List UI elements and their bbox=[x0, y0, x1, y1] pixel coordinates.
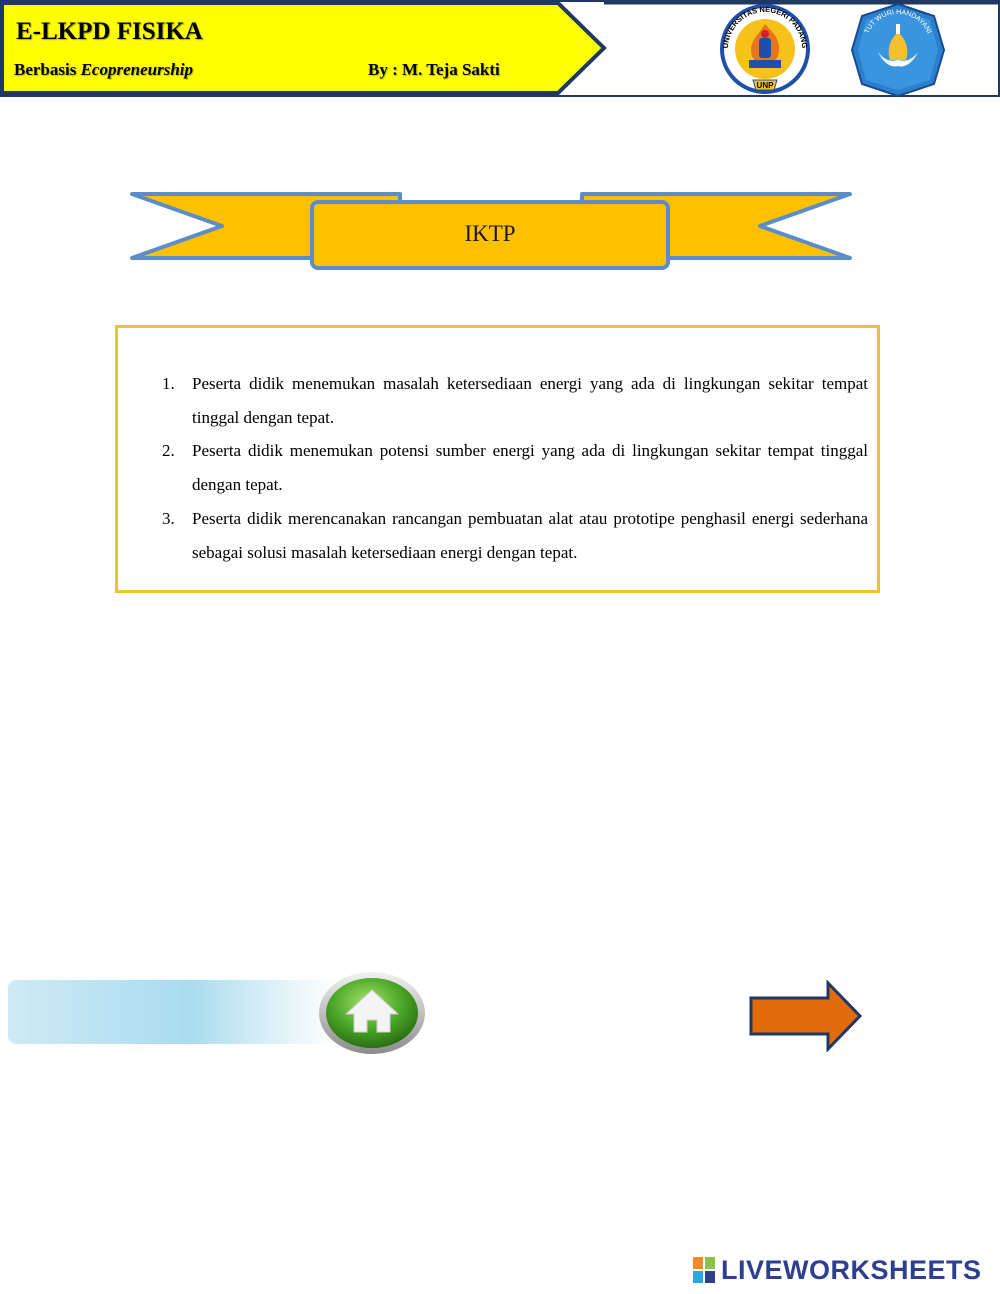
tut-wuri-handayani-logo-icon bbox=[850, 2, 946, 98]
home-bar-decoration bbox=[8, 980, 338, 1044]
document-subtitle bbox=[14, 60, 193, 80]
unp-logo-icon bbox=[716, 2, 814, 96]
header bbox=[0, 0, 1000, 98]
unp-logo-ring-text: UNIVERSITAS NEGERI PADANG bbox=[720, 4, 810, 49]
objective-number: 1. bbox=[162, 374, 175, 393]
liveworksheets-brand bbox=[693, 1254, 982, 1286]
home-button[interactable] bbox=[316, 970, 428, 1056]
objective-text: Peserta didik merencanakan rancangan pembuatan alat atau prototipe penghasil energi sederhana sebagai solusi masalah ketersediaan energi dengan tepat. bbox=[192, 509, 868, 562]
author-credit: By : M. Teja Sakti bbox=[368, 60, 500, 79]
objective-number: 3. bbox=[162, 509, 175, 528]
objective-number: 2. bbox=[162, 441, 175, 460]
document-title: E-LKPD FISIKA bbox=[16, 18, 203, 45]
objectives-box bbox=[115, 325, 880, 593]
unp-logo-text: UNP bbox=[756, 81, 774, 90]
next-page-button[interactable] bbox=[748, 980, 864, 1052]
objective-text: Peserta didik menemukan masalah ketersediaan energi yang ada di lingkungan sekitar tempat tinggal dengan tepat. bbox=[192, 374, 868, 427]
liveworksheets-logo-icon bbox=[693, 1257, 715, 1283]
section-title: IKTP bbox=[464, 221, 516, 246]
subtitle-prefix: Berbasis bbox=[14, 60, 77, 79]
tut-wuri-ring-text: TUT WURI HANDAYANI bbox=[863, 8, 933, 35]
subtitle-emphasis: Ecopreneurship bbox=[80, 60, 194, 79]
arrow-right-icon bbox=[751, 983, 860, 1049]
objective-text: Peserta didik menemukan potensi sumber energi yang ada di lingkungan sekitar tempat tinggal dengan tepat. bbox=[192, 441, 868, 494]
brand-text: LIVEWORKSHEETS bbox=[721, 1254, 982, 1285]
